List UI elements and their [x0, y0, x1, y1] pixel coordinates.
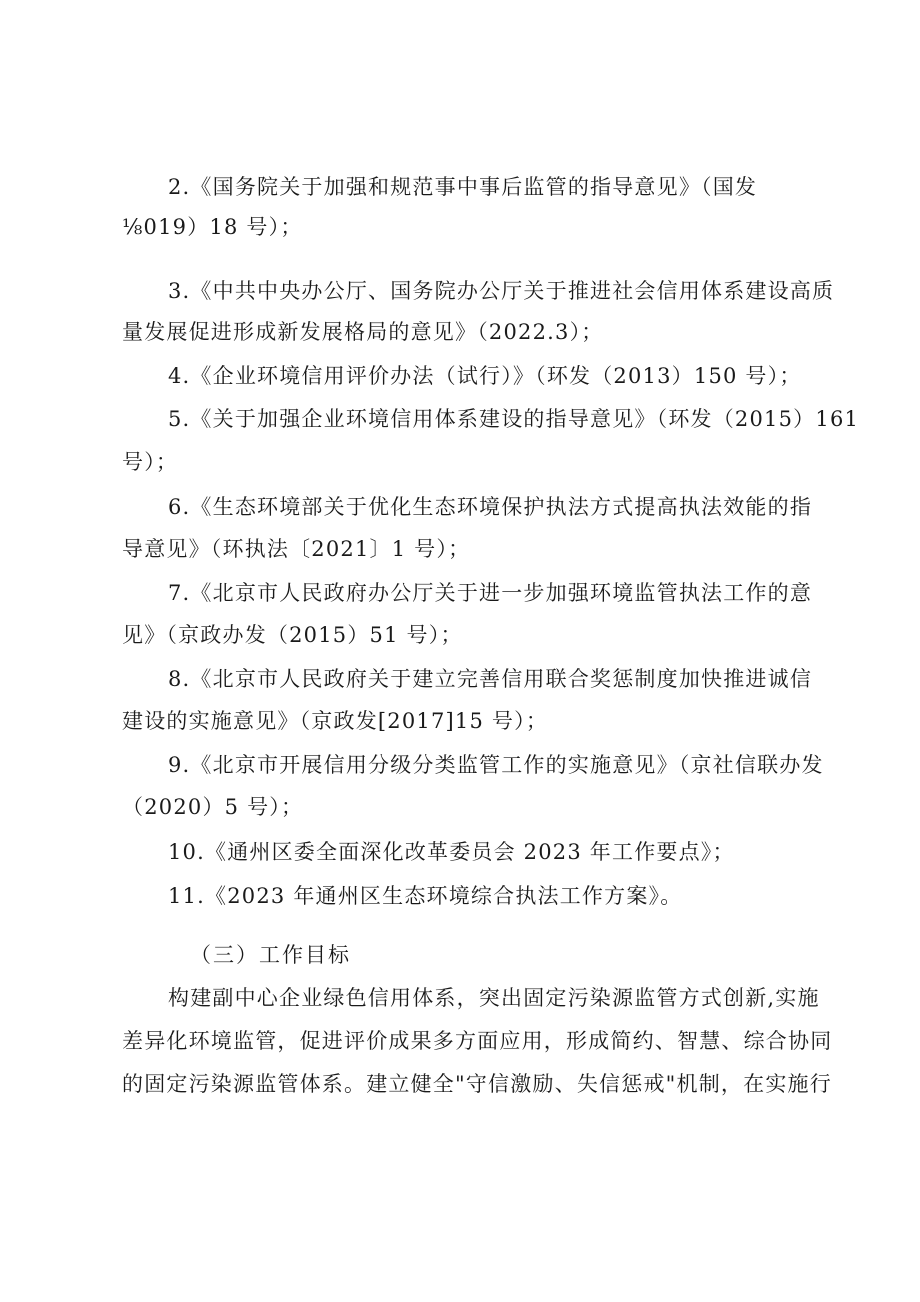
reference-item-3-line1: 3.《中共中央办公厅、国务院办公厅关于推进社会信用体系建设高质	[168, 279, 835, 303]
paragraph-line-2: 差异化环境监管，促进评价成果多方面应用，形成简约、智慧、综合协同	[122, 1029, 833, 1053]
paragraph-line-1: 构建副中心企业绿色信用体系，突出固定污染源监管方式创新,实施	[168, 986, 820, 1010]
reference-item-7-line1: 7.《北京市人民政府办公厅关于进一步加强环境监管执法工作的意	[168, 581, 813, 605]
reference-item-10-line1: 10.《通州区委全面深化改革委员会 2023 年工作要点》；	[168, 840, 735, 864]
reference-item-2-line2: ⅛019）18 号）；	[122, 215, 303, 239]
reference-item-8-line2: 建设的实施意见》（京政发[2017]15 号）；	[122, 709, 549, 733]
reference-item-5-line1: 5.《关于加强企业环境信用体系建设的指导意见》（环发（2015）161	[168, 407, 860, 431]
reference-item-11-line1: 11.《2023 年通州区生态环境综合执法工作方案》。	[168, 884, 683, 908]
reference-item-7-line2: 见》（京政办发（2015）51 号）；	[122, 623, 463, 647]
reference-item-6-line1: 6.《生态环境部关于优化生态环境保护执法方式提高执法效能的指	[168, 495, 813, 519]
reference-item-2-line1: 2.《国务院关于加强和规范事中事后监管的指导意见》（国发	[168, 175, 758, 199]
reference-item-5-line2: 号）；	[122, 450, 179, 474]
reference-item-3-line2: 量发展促进形成新发展格局的意见》（2022.3）；	[122, 320, 604, 344]
paragraph-line-3: 的固定污染源监管体系。建立健全"守信激励、失信惩戒"机制，在实施行	[122, 1072, 832, 1096]
reference-item-6-line2: 导意见》（环执法〔2021〕1 号）；	[122, 537, 471, 561]
section-heading: （三）工作目标	[190, 943, 351, 967]
reference-item-9-line2: （2020）5 号）；	[122, 795, 304, 819]
reference-item-4-line1: 4.《企业环境信用评价办法（试行）》（环发（2013）150 号）；	[168, 364, 802, 388]
reference-item-9-line1: 9.《北京市开展信用分级分类监管工作的实施意见》（京社信联办发	[168, 753, 824, 777]
reference-item-8-line1: 8.《北京市人民政府关于建立完善信用联合奖惩制度加快推进诚信	[168, 667, 813, 691]
